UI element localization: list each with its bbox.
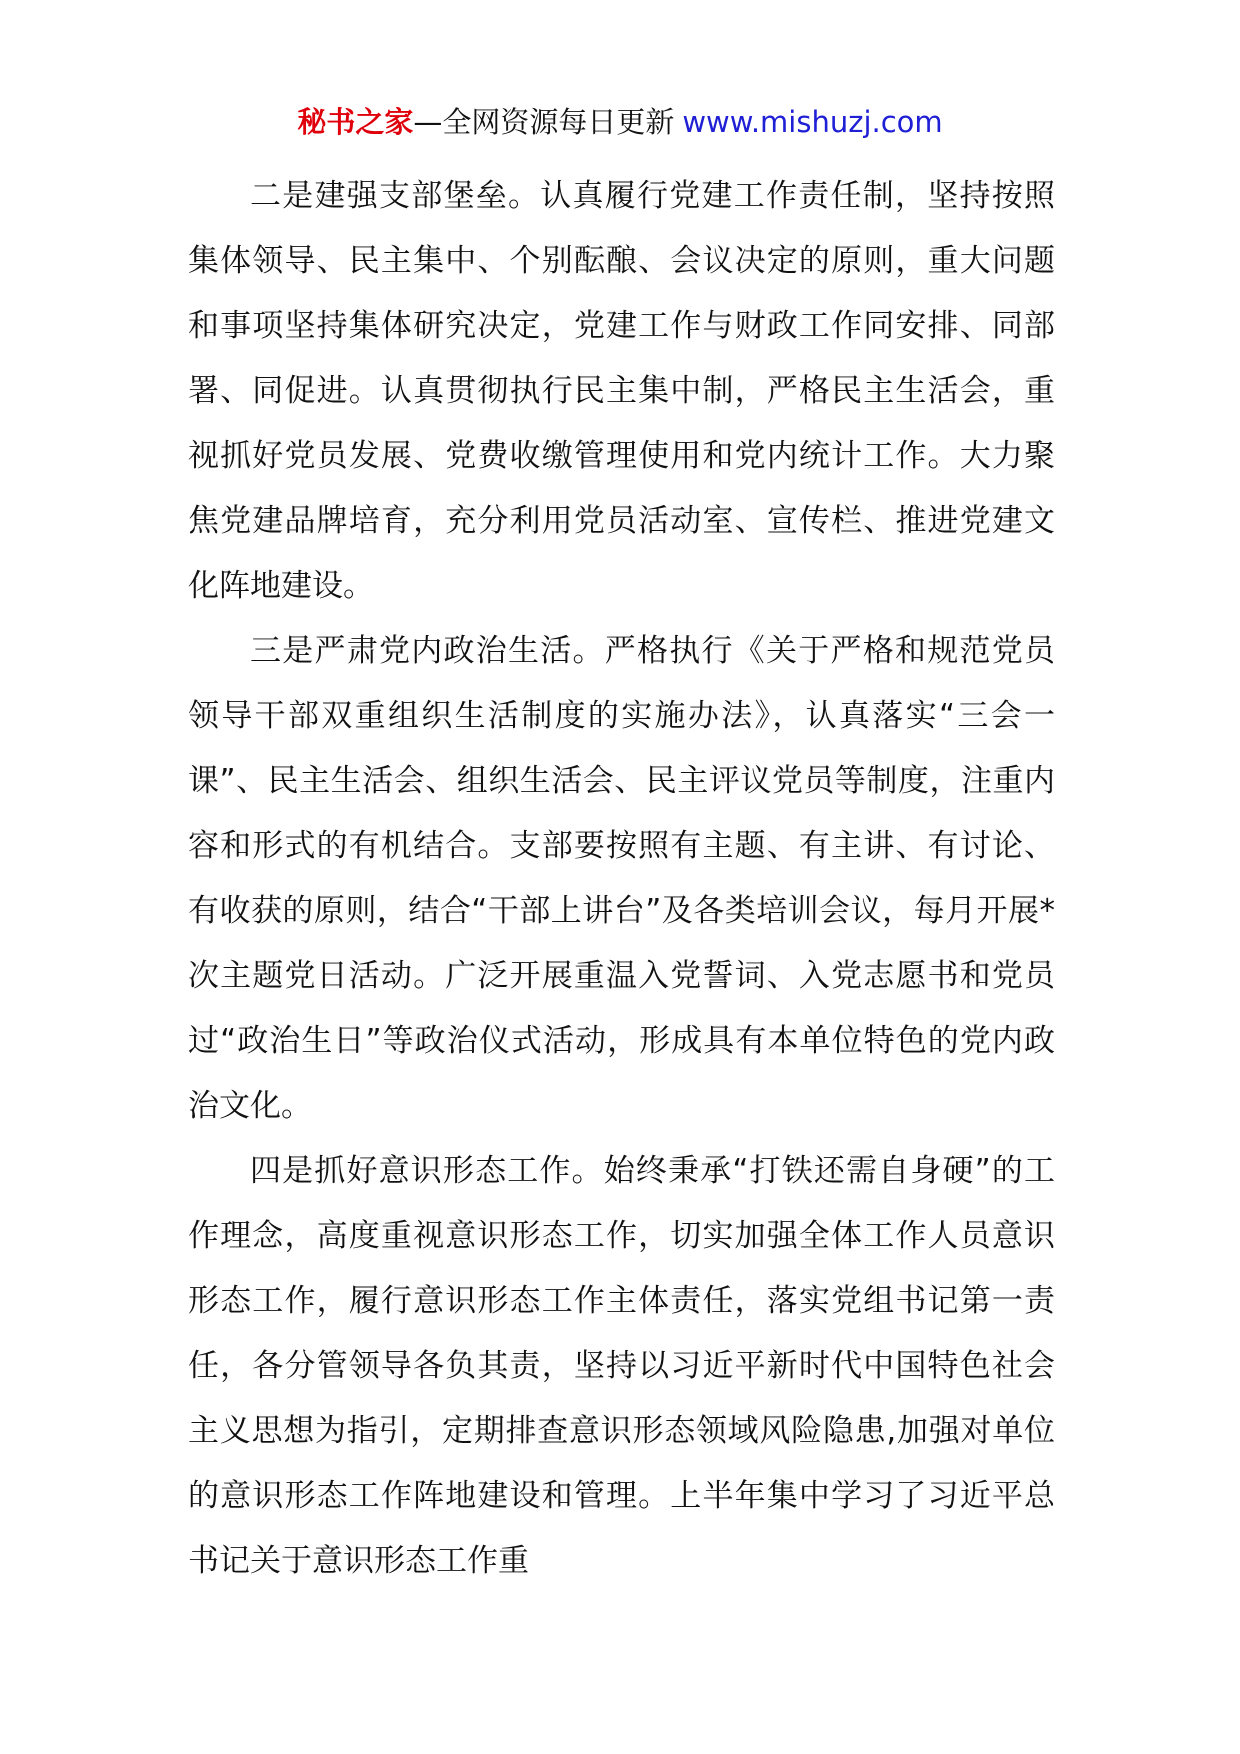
paragraph-4: 四是抓好意识形态工作。始终秉承“打铁还需自身硬”的工作理念，高度重视意识形态工作，切实加强全体工作人员意识形态工作，履行意识形态工作主体责任，落实党组书记第一责任，各分管领导各负其责，坚持以习近平新时代中国特色社会主义思想为指引，定期排查意识形态领域风险隐患,加强对单位的意识形态工作阵地建设和管理。上半年集中学习了习近平总书记关于意识形态工作重 <box>188 1153 1055 1579</box>
header-brand: 秘书之家 <box>297 105 414 139</box>
document-body <box>188 164 1055 1594</box>
paragraph-3: 三是严肃党内政治生活。严格执行《关于严格和规范党员领导干部双重组织生活制度的实施办法》，认真落实“三会一课”、民主生活会、组织生活会、民主评议党员等制度，注重内容和形式的有机结合。支部要按照有主题、有主讲、有讨论、有收获的原则，结合“干部上讲台”及各类培训会议，每月开展*次主题党日活动。广泛开展重温入党誓词、入党志愿书和党员过“政治生日”等政治仪式活动，形成具有本单位特色的党内政治文化。 <box>188 633 1055 1124</box>
header-url-link[interactable]: www.mishuzj.com <box>682 105 943 139</box>
header-tagline: —全网资源每日更新 <box>413 105 675 139</box>
paragraph-2: 二是建强支部堡垒。认真履行党建工作责任制，坚持按照集体领导、民主集中、个别酝酿、会议决定的原则，重大问题和事项坚持集体研究决定，党建工作与财政工作同安排、同部署、同促进。认真贯彻执行民主集中制，严格民主生活会，重视抓好党员发展、党费收缴管理使用和党内统计工作。大力聚焦党建品牌培育，充分利用党员活动室、宣传栏、推进党建文化阵地建设。 <box>188 178 1055 604</box>
page-header <box>0 102 1240 142</box>
